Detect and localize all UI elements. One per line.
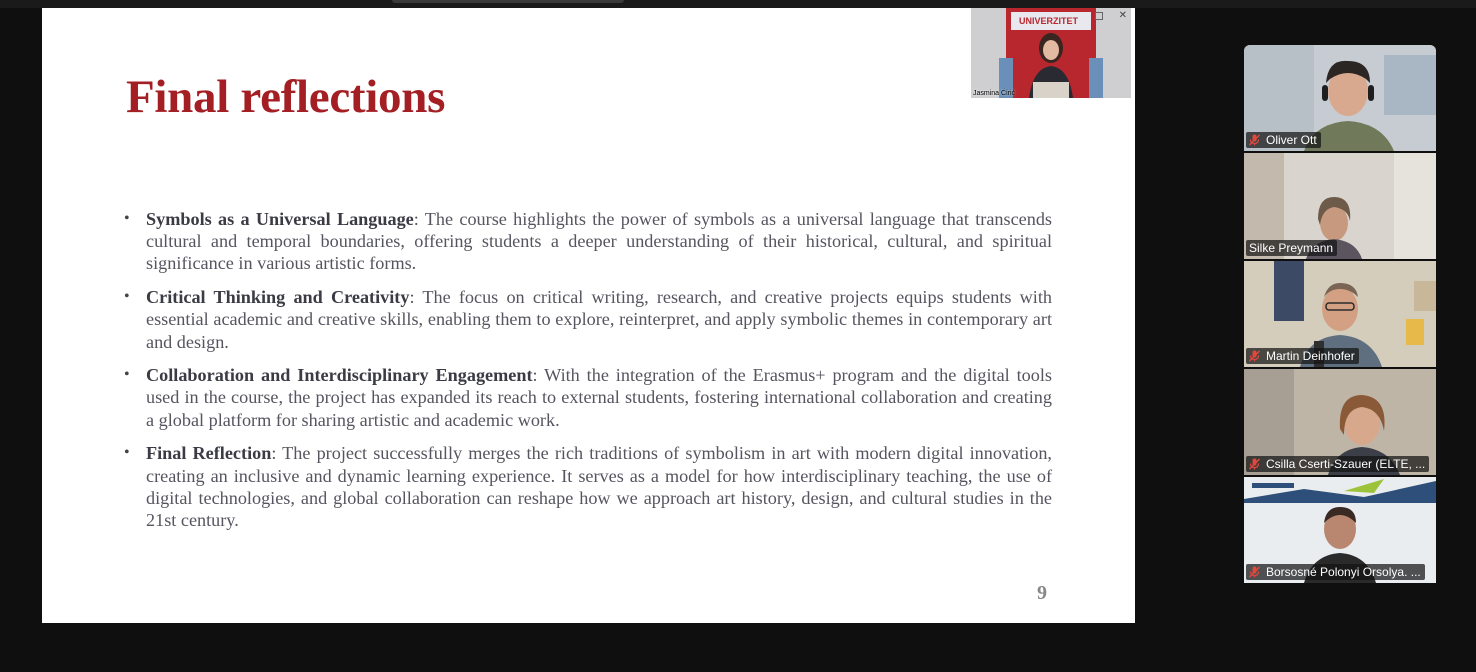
shared-slide [42,8,1135,623]
participant-name-label [1246,132,1321,148]
participant-name: Csilla Cserti-Szauer (ELTE, ... [1266,457,1426,471]
close-icon[interactable]: ✕ [1118,10,1127,21]
microphone-muted-icon [1249,134,1260,146]
participant-name: Borsosné Polonyi Orsolya. ... [1266,565,1421,579]
participant-tile[interactable] [1244,477,1436,583]
participant-tile[interactable] [1244,45,1436,151]
participant-name: Martin Deinhofer [1266,349,1355,363]
bullet-text: : The course highlights the power of symbols as a universal language that transcends cultural and temporal boundaries, offering students a deeper understanding of their historical, cultural, and spiritual significance in various artistic forms. [146,209,1052,274]
participant-name: Oliver Ott [1266,133,1317,147]
bullet-item: • Final Reflection: The project successfully merges the rich traditions of symbolism in art with modern digital innovation, creating an inclusive and dynamic learning experience. It serves as a model for how interdisciplinary teaching, the use of digital technologies, and global collaboration can reshape how we approach art history, design, and cultural studies in the 21st century. [124,443,1052,530]
slide-page-number: 9 [1037,582,1047,604]
bullet-heading: Critical Thinking and Creativity [146,287,410,308]
microphone-muted-icon [1249,566,1260,578]
share-indicator [392,0,624,3]
bullet-text: : The project successfully merges the rich traditions of symbolism in art with modern digital innovation, creating an inclusive and dynamic learning experience. It serves as a model for how interdisciplinary teaching, the use of digital technologies, and global collaboration can reshape how we approach art history, design, and cultural studies in the 21st century. [146,443,1052,530]
presenter-name: Jasmina Ćirić [973,90,1016,97]
bullet-heading: Symbols as a Universal Language [146,209,414,229]
participant-name-label [1246,564,1425,580]
bullet-text: : With the integration of the Erasmus+ program and the digital tools used in the course, the project has expanded its reach to external students, fostering international collaboration and creating a global platform for sharing artistic and academic work. [146,365,1052,430]
participant-tile[interactable] [1244,369,1436,475]
bullet-list [124,208,1052,543]
slide-title: Final reflections [126,71,446,123]
bullet-item: • Critical Thinking and Creativity: The focus on critical writing, research, and creative projects equips students with essential academic and creative skills, enabling them to explore, reinterpret, and apply symbolic themes in contemporary art and design. [124,287,1053,352]
participant-name-label [1246,240,1337,256]
participant-gallery [1244,45,1436,585]
expand-icon[interactable] [1095,12,1103,20]
presenter-video-feed [971,8,1131,98]
bullet-item: • Collaboration and Interdisciplinary Engagement: With the integration of the Erasmus+ program and the digital tools used in the course, the project has expanded its reach to external students, fostering international collaboration and creating a global platform for sharing artistic and academic work. [124,365,1052,430]
svg-text:UNIVERZITET: UNIVERZITET [1019,16,1079,26]
participant-name-label [1246,456,1429,472]
microphone-muted-icon [1249,350,1260,362]
bullet-heading: Final Reflection [146,443,272,464]
participant-tile[interactable] [1244,261,1436,367]
participant-tile-active-speaker[interactable] [1244,153,1436,259]
top-bar [0,0,1476,8]
participant-name: Silke Preymann [1249,241,1334,255]
bullet-heading: Collaboration and Interdisciplinary Engagement [146,365,533,386]
presenter-video[interactable] [971,8,1131,98]
bullet-item: • Symbols as a Universal Language: The course highlights the power of symbols as a universal language that transcends cultural and temporal boundaries, offering students a deeper understanding of their historical, cultural, and spiritual significance in various artistic forms. [124,209,1052,274]
participant-name-label [1246,348,1359,364]
bullet-text: : The focus on critical writing, research, and creative projects equips students with essential academic and creative skills, enabling them to explore, reinterpret, and apply symbolic themes in contemporary art and design. [146,287,1053,352]
microphone-muted-icon [1249,458,1260,470]
